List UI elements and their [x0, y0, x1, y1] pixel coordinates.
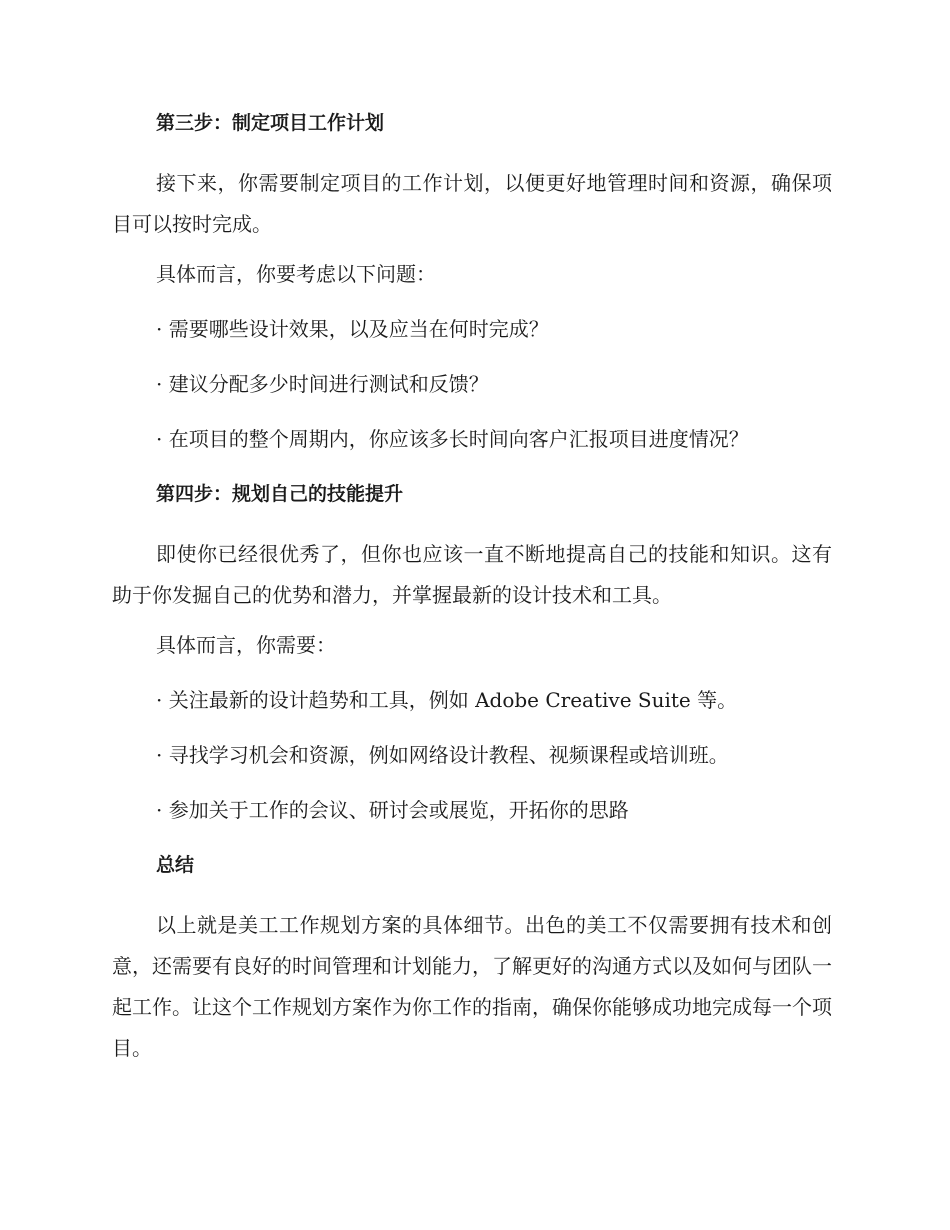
list-item: · 在项目的整个周期内，你应该多长时间向客户汇报项目进度情况？ [156, 427, 749, 451]
list-item: · 建议分配多少时间进行测试和反馈？ [156, 372, 489, 396]
section-paragraph-step-three: 接下来，你需要制定项目的工作计划，以便更好地管理时间和资源，确保项目可以按时完成。 [112, 171, 832, 236]
list-item: · 需要哪些设计效果，以及应当在何时完成？ [156, 317, 549, 341]
lead-text-step-three: 具体而言，你要考虑以下问题： [156, 262, 436, 286]
document-page [112, 108, 832, 1069]
section-heading-step-three: 第三步：制定项目工作计划 [156, 112, 385, 134]
section-heading-step-four: 第四步：规划自己的技能提升 [156, 483, 404, 505]
list-item: · 关注最新的设计趋势和工具，例如 Adobe Creative Suite 等。 [156, 688, 738, 712]
list-item: · 寻找学习机会和资源，例如网络设计教程、视频课程或培训班。 [156, 743, 729, 767]
lead-text-step-four: 具体而言，你需要： [156, 633, 336, 657]
list-item: · 参加关于工作的会议、研讨会或展览，开拓你的思路 [156, 798, 629, 822]
section-heading-summary: 总结 [156, 854, 195, 876]
section-paragraph-step-four: 即使你已经很优秀了，但你也应该一直不断地提高自己的技能和知识。这有助于你发掘自己的优势和潜力，并掌握最新的设计技术和工具。 [112, 542, 832, 607]
section-paragraph-summary: 以上就是美工工作规划方案的具体细节。出色的美工不仅需要拥有技术和创意，还需要有良好的时间管理和计划能力，了解更好的沟通方式以及如何与团队一起工作。让这个工作规划方案作为你工作的指南，确保你能够成功地完成每一个项目。 [112, 913, 832, 1060]
